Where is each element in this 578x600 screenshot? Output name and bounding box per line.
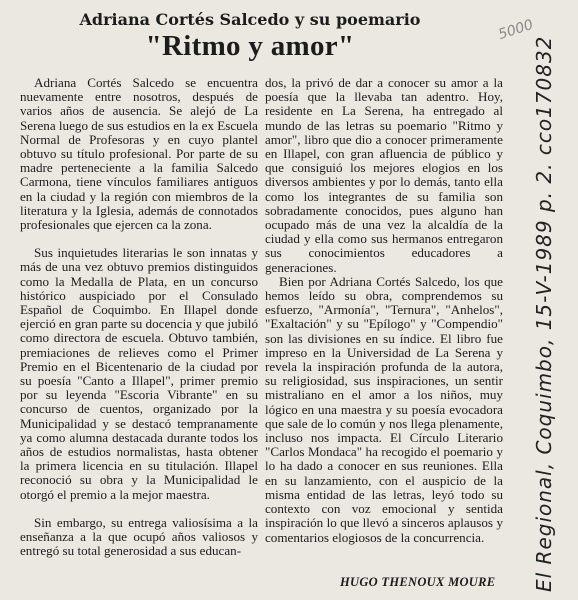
author-byline: HUGO THENOUX MOURE xyxy=(340,575,496,589)
paragraph: Sin embargo, su entrega valiosísima a la enseñanza a la que ocupó años valiosos y entregó su total generosidad a sus educan- xyxy=(20,514,258,559)
paragraph: Sus inquietudes literarias le son innatas y más de una vez obtuvo premios distinguidos como la Medalla de Plata, en un concurso histórico auspiciado por el Consulado Español de Coquimbo. En Illapel donde ejerció en gran parte su docencia y que jubiló como directora de escuela. Obtuvo también, premiaciones de relieves como el Primer Premio en el Bicentenario de la ciudad por su poesía "Canto a Illapel", primer premio por su leyenda "Escoria Vibrante" en su concurso de cuentos, organizado por la Municipalidad y se destacó tempranamente ya como alumna destacada durante todos los años de estudios normalistas, hasta obtener la primera licencia en su titulación. Illapel reconoció su obra y la Municipalidad le otorgó el premio a la mejor maestra. xyxy=(20,245,258,502)
handwritten-corner-mark: 5000 xyxy=(496,16,536,44)
article-column-right xyxy=(265,76,503,545)
paragraph: Adriana Cortés Salcedo se encuentra nuevamente entre nosotros, después de varios años de ausencia. Se alejó de La Serena luego de sus estudios en la ex Escuela Normal de Profesoras y en cuyo plantel obtuvo su título profesional. Por parte de su madre perteneciente a la familia Salcedo Carmona, tiene vínculos familiares antiguos en la ciudad y la región con miembros de la literatura y la Iglesia, además de connotados profesionales que ejercen ca la zona. xyxy=(20,75,258,233)
article-kicker: Adriana Cortés Salcedo y su poemario xyxy=(79,10,421,29)
article-headline: "Ritmo y amor" xyxy=(145,30,355,62)
paragraph: Bien por Adriana Cortés Salcedo, los que hemos leído su obra, comprendemos su esfuerzo, "Armonía", "Ternura", "Anhelos", "Exaltación" y su "Epílogo" y "Compendio" son las divisiones en su índice. El libro fue impreso en la Universidad de La Serena y revela la inspiración profunda de la autora, su religiosidad, sus inspiraciones, un sentir mistraliano en el amor a los niños, muy lógico en una maestra y su poesía evocadora que sale de lo común y nos llega plenamente, incluso nos impacta. El Círculo Literario "Carlos Mondaca" ha recogido el poemario y lo ha dado a conocer en sus reuniones. Ella en su lanzamiento, con el auspicio de la misma entidad de las letras, leyó todo su contexto con voz emocional y sentida inspiración lo que llevó a sinceros aplausos y comentarios elogiosos de la concurrencia. xyxy=(265,273,503,545)
article-column-left xyxy=(20,76,258,559)
paragraph: dos, la privó de dar a conocer su amor a la poesía que la llevaba tan adentro. Hoy, residente en La Serena, ha entregado al mundo de las letras su poemario "Ritmo y amor", libro que dio a conocer primeramente en Illapel, con gran afluencia de público y que consiguió los mejores elogios en los diversos ambientes y por lo demás, tanto ella como los integrantes de su familia son sobradamente conocidos, pues alguno han ocupado más de una vez la alcaldía de la ciudad y ella como sus hermanos entregaron sus conocimientos educadores a generaciones. xyxy=(265,75,503,275)
handwritten-margin-note: El Regional, Coquimbo, 15-V-1989 p. 2. cco170832 xyxy=(532,35,556,592)
